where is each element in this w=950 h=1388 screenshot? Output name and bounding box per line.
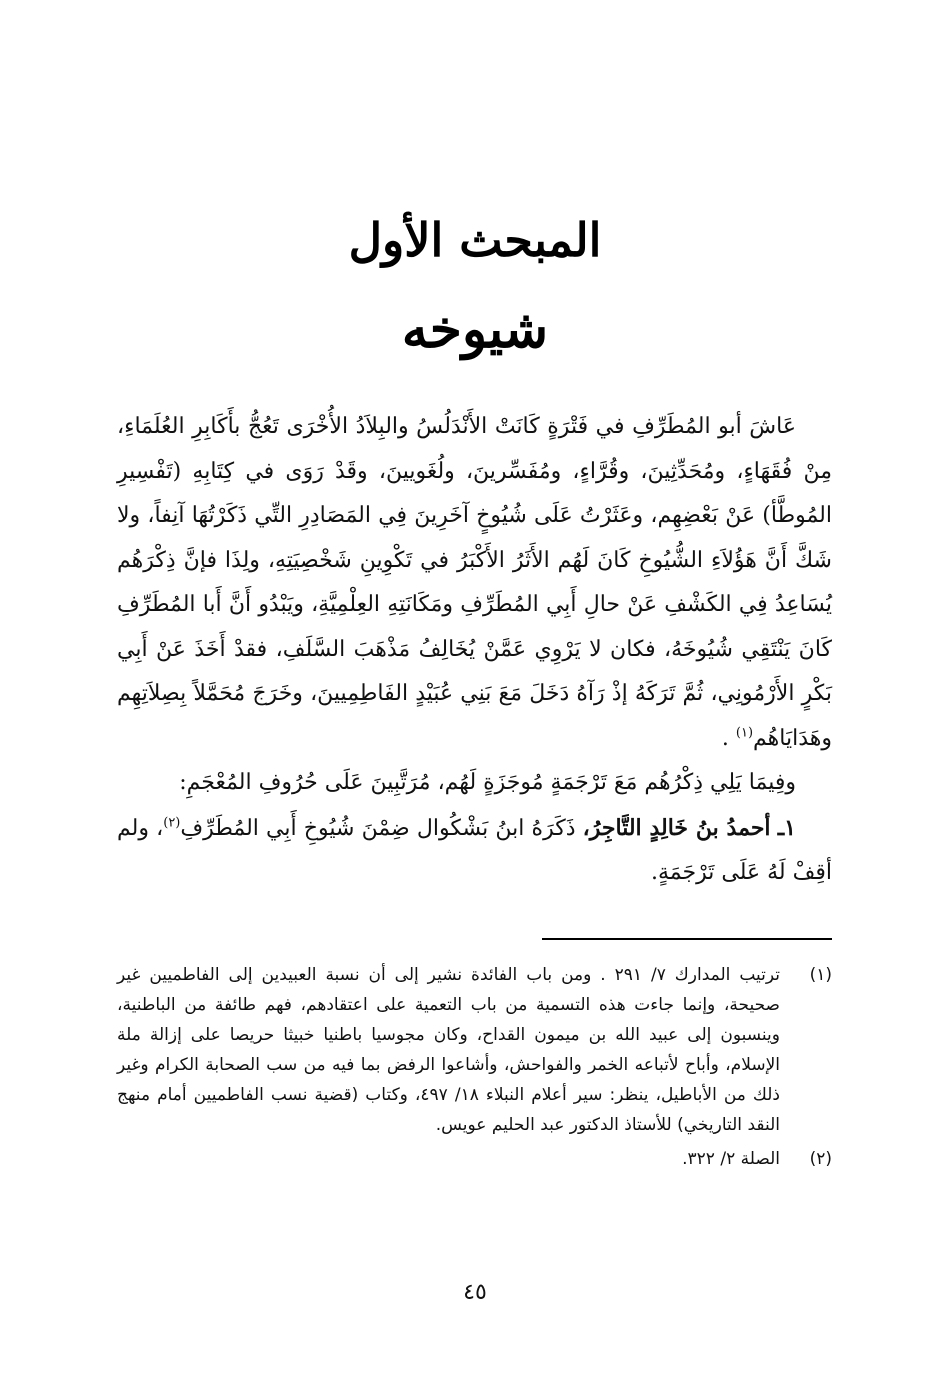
footnote-ref-1[interactable]: (١) <box>735 725 754 741</box>
footnote-ref-2[interactable]: (٢) <box>163 815 181 831</box>
main-text <box>117 405 832 896</box>
footnote-number: (٢) <box>809 1149 832 1169</box>
footnotes <box>117 960 832 1178</box>
paragraph-entry-1 <box>117 806 832 896</box>
entry-number: ١ـ <box>777 814 796 841</box>
entry-text: ذَكَرَهُ ابنُ بَشْكُوال ضِمْنَ شُيُوخِ أَبِي المُطَرِّفِ <box>180 815 583 841</box>
paragraph-intro <box>117 405 832 761</box>
footnote-divider <box>542 938 832 940</box>
entry-name: أحمدُ بنُ خَالِدٍ التَّاجِرُ، <box>582 814 771 841</box>
footnote-number: (١) <box>809 965 832 985</box>
page-number: ٤٥ <box>463 1280 487 1305</box>
section-subtitle: شيوخه <box>401 299 549 360</box>
entry-end: ، ولم أقِفْ لَهُ عَلَى تَرْجَمَةٍ. <box>117 815 832 885</box>
footnote-text: ترتيب المدارك ٧/ ٢٩١ . ومن باب الفائدة نشير إلى أن نسبة العبيدين إلى الفاطميين غير صحيحة، وإنما جاءت هذه التسمية من باب التعمية على اعتقادهم، فهم طائفة من الباطنية، وينسبون إلى عبيد الله بن ميمون القداح، وكان مجوسيا باطنيا خبيثا حريصا على إزالة ملة الإسلام، وأباح لأتباعه الخمر والفواحش، وأشاعوا الرفض بما فيه من سب الصحابة الكرام وغير ذلك من الأباطيل، ينظر: سير أعلام النبلاء ١٨/ ٤٩٧، وكتاب (قضية نسب الفاطميين أمام منهج النقد التاريخي) للأستاذ الدكتور عبد الحليم عويس. <box>117 965 780 1135</box>
paragraph-intro-end: . <box>721 725 736 751</box>
footnote-1 <box>117 960 832 1140</box>
paragraph-list-intro: وفِيمَا يَلِي ذِكْرُهُم مَعَ تَرْجَمَةٍ مُوجَزَةٍ لَهُم، مُرَتَّبِينَ عَلَى حُرُوفِ المُعْجَمِ: <box>179 770 796 795</box>
paragraph-intro-text: عَاشَ أبو المُطَرِّفِ في فَتْرَةٍ كَانَتْ الأَنْدَلُسُ والبِلاَدُ الأُخْرَى تَعُجُّ بأَكَابِرِ العُلَمَاءِ، مِنْ فُقَهَاءٍ، ومُحَدِّثِينَ، وقُرَّاءٍ، ومُفَسِّرينَ، ولُغَويينَ، وقَدْ رَوَى في كِتَابِهِ (تَفْسِيرِ المُوطَّأ) عَنْ بَعْضِهِم، وعَثَرْتُ عَلَى شُيُوخٍ آخَرِينَ فِي المَصَادِرِ التِّي ذَكَرْتُهَا آنِفاً، ولا شَكَّ أَنَّ هَؤُلاَءِ الشُّيُوخِ كَانَ لَهُم الأَثَرُ الأَكْبَرُ في تَكْوِينِ شَخْصِيَتِهِ، ولِذَا فإنَّ ذِكْرَهُم يُسَاعِدُ فِي الكَشْفِ عَنْ حالِ أَبِي المُطَرِّفِ ومَكَانَتِهِ العِلْمِيَّةِ، ويَبْدُو أَنَّ أَبا المُطَرِّفِ كَانَ يَنْتَقِي شُيُوخَهُ، فكان لا يَرْوِي عَمَّنْ يُخَالِفُ مَذْهَبَ السَّلَفِ، فقدْ أَخَذَ عَنْ أَبِي بَكْرٍ الأَرْمُونِي، ثُمَّ تَرَكَهُ إذْ رَآهُ دَخَلَ مَعَ بَنِي عُبَيْدٍ الفَاطِمِيينَ، وخَرَجَ مُحَمَّلاً بِصِلاَتِهِم وهَدَايَاهُم <box>117 414 832 751</box>
section-title: المبحث الأول <box>348 213 602 267</box>
footnote-2 <box>117 1144 832 1174</box>
footnote-text: الصلة ٢/ ٣٢٢. <box>682 1149 780 1169</box>
